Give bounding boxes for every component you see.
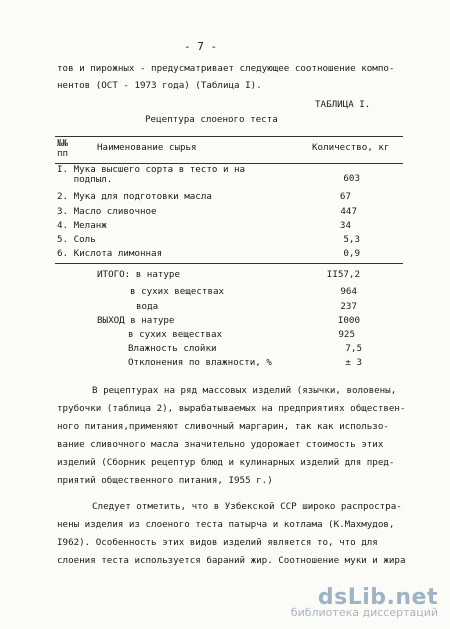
- table-row-qty: 34: [339, 220, 351, 231]
- table-label: ТАБЛИЦА I.: [315, 99, 371, 110]
- paragraph-line: трубочки (таблица 2), вырабатываемых на предприятиях обществен-: [57, 403, 406, 414]
- paragraph-line: I962). Особенность этих видов изделий является то, что для: [57, 537, 378, 548]
- total-qty: 964: [340, 286, 357, 297]
- table-row-name: 6. Кислота лимонная: [57, 248, 163, 259]
- table-row-name: I. Мука высшего сорта в тесто и на подпыл.: [57, 164, 246, 185]
- table-row-qty: 5,3: [343, 234, 360, 245]
- table-body-rule: [55, 263, 403, 264]
- total-qty: 237: [340, 301, 357, 312]
- table-row-name: 5. Соль: [57, 234, 96, 245]
- total-qty: 925: [338, 329, 355, 340]
- table-row-name: 3. Масло сливочное: [57, 206, 157, 217]
- paragraph-line: изделий (Сборник рецептур блюд и кулинарных изделий для пред-: [57, 457, 395, 468]
- table-row-qty: 67: [339, 191, 351, 202]
- table-top-rule: [55, 136, 403, 137]
- total-label: вода: [136, 301, 159, 312]
- paragraph-line: Следует отметить, что в Узбекской ССР широко распростра-: [92, 501, 402, 512]
- dslib-watermark: [290, 585, 438, 619]
- paragraph-line: слоения теста используется бараний жир. Соотношение муки и жира: [57, 555, 406, 566]
- header-qty: Количество, кг: [312, 142, 390, 153]
- paragraph-line: В рецептурах на ряд массовых изделий (язычки, воловены,: [92, 385, 397, 396]
- total-label: ВЫХОД в натуре: [97, 315, 175, 326]
- page-number: - 7 -: [184, 40, 218, 53]
- paragraph-line: нены изделия из слоеного теста патырча и котлама (К.Махмудов,: [57, 519, 395, 530]
- table-row-name: 4. Меланж: [57, 220, 107, 231]
- intro-line: тов и пирожных - предусматривает следующее соотношение компо-: [57, 63, 395, 74]
- watermark-subtitle: библиотека диссертаций: [290, 606, 438, 619]
- paragraph-line: приятий общественного питания, I955 г.): [57, 475, 273, 486]
- total-label: Отклонения по влажности, %: [128, 357, 272, 368]
- paragraph-line: ного питания,применяют сливочный маргарин, так как использо-: [57, 421, 389, 432]
- table-row-qty: 447: [340, 206, 357, 217]
- total-label: Влажность слойки: [128, 343, 217, 354]
- total-label: в сухих веществах: [128, 329, 223, 340]
- watermark-logo: dsLib.net: [317, 585, 438, 610]
- table-title: Рецептура слоеного теста: [145, 114, 278, 125]
- paragraph-line: вание сливочного масла значительно удорожает стоимость этих: [57, 439, 384, 450]
- total-label: ИТОГО: в натуре: [97, 269, 180, 280]
- total-label: в сухих веществах: [130, 286, 225, 297]
- total-qty: II57,2: [326, 269, 360, 280]
- total-qty: I000: [337, 315, 360, 326]
- header-num: №№ пп: [57, 138, 69, 159]
- table-row-qty: 603: [343, 173, 360, 184]
- table-row-name: 2. Мука для подготовки масла: [57, 191, 212, 202]
- total-qty: 7,5: [345, 343, 362, 354]
- total-qty: ± 3: [345, 357, 362, 368]
- table-row-qty: 0,9: [343, 248, 360, 259]
- intro-line: нентов (ОСТ - 1973 года) (Таблица I).: [57, 80, 262, 91]
- header-name: Наименование сырья: [97, 142, 197, 153]
